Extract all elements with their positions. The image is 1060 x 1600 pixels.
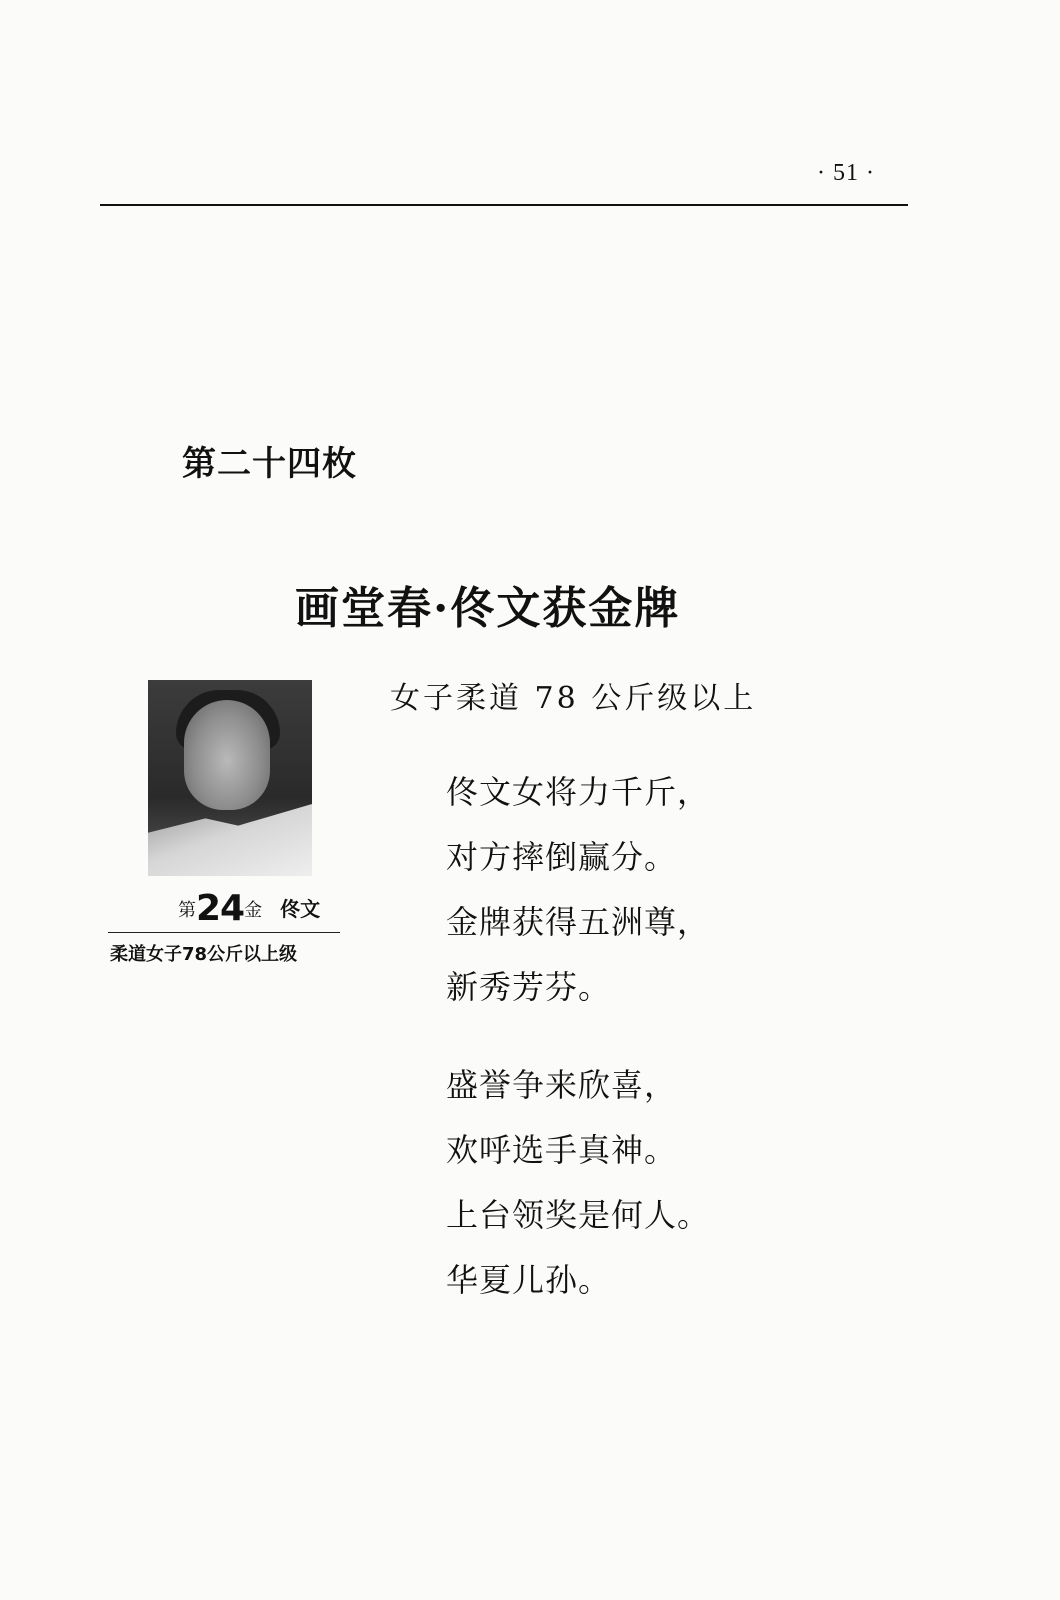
poem-line: 新秀芳芬。 — [446, 968, 612, 1006]
poem-stanza-2 — [446, 1053, 710, 1313]
caption-rule — [108, 932, 340, 933]
poem-line: 金牌获得五洲尊， — [446, 903, 711, 941]
photo-collar — [148, 804, 312, 876]
poem-subtitle: 女子柔道 78 公斤级以上 — [390, 681, 757, 716]
poem-line: 对方摔倒赢分。 — [446, 838, 678, 876]
photo-face — [184, 700, 270, 810]
caption-medal-number: 24 — [196, 888, 245, 929]
poem-line: 华夏儿孙。 — [446, 1261, 612, 1299]
athlete-photo — [148, 680, 312, 876]
poem-line: 盛誉争来欣喜， — [446, 1066, 678, 1104]
caption-medal-suffix: 金 — [244, 900, 263, 921]
poem-stanza-1 — [446, 760, 710, 1020]
poem-title: 画堂春·佟文获金牌 — [295, 583, 681, 634]
page-number: · 51 · — [817, 160, 875, 186]
poem-line: 欢呼选手真神。 — [446, 1131, 678, 1169]
poem-line: 佟文女将力千斤， — [446, 773, 711, 811]
section-heading: 第二十四枚 — [182, 444, 357, 484]
header-rule — [100, 204, 908, 206]
photo-caption-title — [178, 888, 320, 929]
caption-event: 柔道女子78公斤以上级 — [110, 944, 298, 965]
caption-athlete-name: 佟文 — [280, 897, 321, 921]
caption-prefix: 第 — [178, 900, 196, 921]
poem-line: 上台领奖是何人。 — [446, 1196, 711, 1234]
